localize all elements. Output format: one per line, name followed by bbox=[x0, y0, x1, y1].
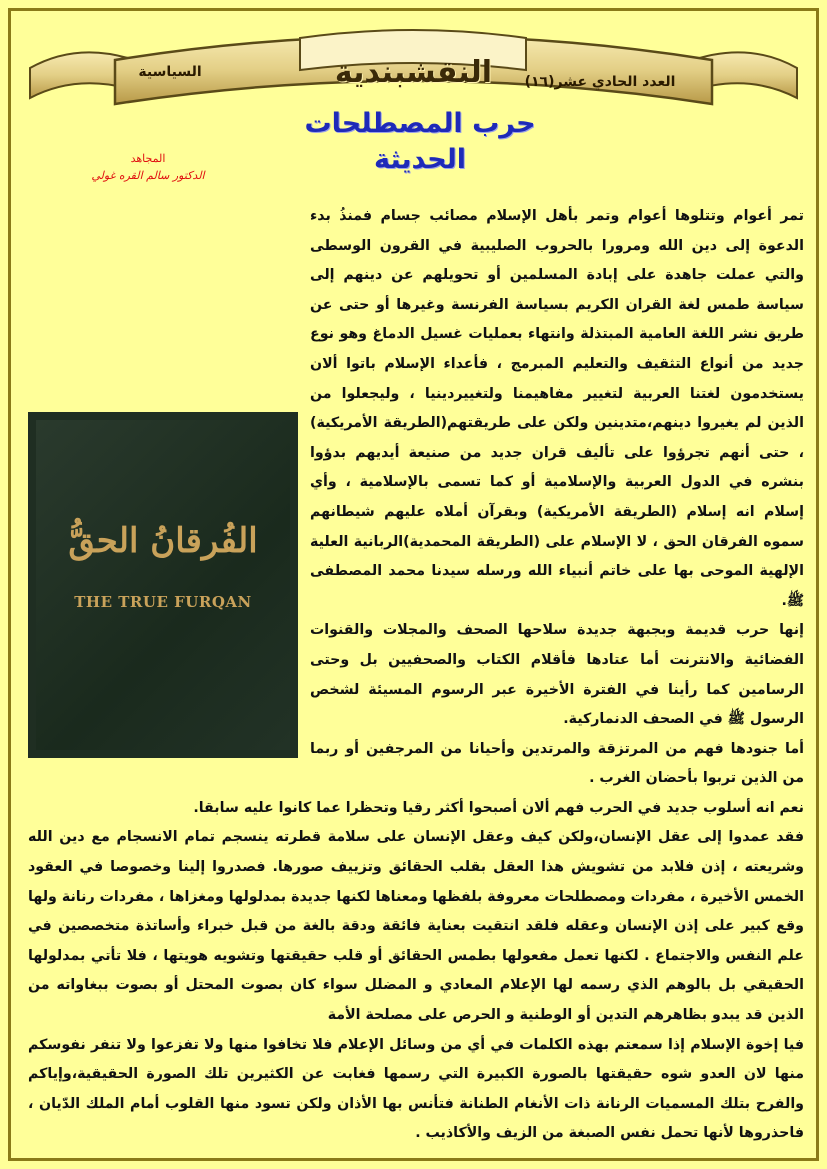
issue-number: العدد الحادي عشر(١٦) bbox=[524, 74, 676, 90]
author-signature: الدكتور سالم القره غولي bbox=[91, 169, 205, 182]
paragraph-5: فقد عمدوا إلى عقل الإنسان،ولكن كيف وعقل الإنسان على سلامة قطرته ينسجم تمام الانسجام مع دين الله وشريعته ، إذن فلابد من تشويش هذا العقل بقلب الحقائق وتزييف صورها. فصدروا إلينا وخصوصا في العقود الخمس الأخيرة ، مفردات ومصطلحات معروفة بلفظها ومعناها لكنها جديدة بمدلولها ومغزاها ، مفردات رنانة ولها وقع كبير على إذن الإنسان وعقله فلقد انتقيت بعناية فائقة ودقة بالغة من قبل خبراء وأساتذة متخصصين في علم النفس والاجتماع . لكنها تعمل مفعولها بطمس الحقائق أو قلب حقيقتها وتشويه هويتها ، فلا تأتي بمدلولها الحقيقي بل بالوهم الذي رسمه لها الإعلام المعادي و المضلل سواء كان بصوت المحتل أو بصوت ببغاواته من الذين قد يبدو بظاهرهم التدين أو الوطنية و الحرص على مصلحة الأمة bbox=[28, 829, 804, 1024]
paragraph-2: إنها حرب قديمة وبجبهة جديدة سلاحها الصحف والمجلات والقنوات الفضائية والانترنت أما عتادها فأقلام الكتاب والصحفيين بل وحتى الرسامين كما رأينا في الفترة الأخيرة عبر الرسوم المسيئة لشخص الرسول ﷺ في الصحف الدنماركية. bbox=[310, 622, 804, 728]
section-name: السياسية bbox=[138, 64, 202, 80]
paragraph-6: فيا إخوة الإسلام إذا سمعتم بهذه الكلمات في أي من وسائل الإعلام فلا تخافوا منها ولا تفزعوا ولا تنفر نفوسكم منها لان العدو شوه حقيقتها بالصورة الكبيرة التي رسمها فغابت عن الكثيرين تلك الصورة الحقيقية،وإياكم والفرح بتلك المسميات الرنانة ذات الأنغام الطنانة فتأنس بها الأذان ولكن تسود منها القلوب أمام الملك الدّيان ، فاحذروها لأنها تحمل نفس الصبغة من الزيف والأكاذيب . bbox=[28, 1036, 804, 1142]
book-title-arabic: الفُرقانُ الحقُّ bbox=[68, 521, 258, 561]
article-body bbox=[28, 202, 804, 1149]
article-title-line-2: الحديثة bbox=[374, 144, 466, 175]
book-title-english: THE TRUE FURQAN bbox=[74, 593, 252, 611]
article-title bbox=[280, 106, 560, 178]
paragraph-1 bbox=[28, 202, 804, 616]
book-cover-image bbox=[28, 412, 298, 758]
author-prefix: المجاهد bbox=[130, 152, 166, 165]
paragraph-4: نعم انه أسلوب جديد في الحرب فهم ألان أصبحوا أكثر رقيا وتحظرا عما كانوا عليه سابقا. bbox=[193, 799, 804, 816]
paragraph-1-text: تمر أعوام وتتلوها أعوام وتمر بأهل الإسلام مصائب جسام فمنذُ بدء الدعوة إلى دين الله ومرورا بالحروب الصليبية في القرون الوسطى والتي عملت جاهدة على إبادة المسلمين أو تحويلهم عن دينهم إلى سياسة طمس لغة القران الكريم بسياسة الفرنسة وغيرها أو حتى عن طريق نشر اللغة العامية المبتذلة وانتهاء بعمليات غسيل الدماغ وهو نوع جديد من أنواع التثقيف والتعليم المبرمج ، فأعداء الإسلام باتوا ألان يستخدمون لغتنا العربية لتغيير مفاهيمنا ولتغييردينيا ، وليجعلوا من الذين لم يغيروا دينهم،متدينين ولكن على طريقتهم(الطريقة الأمريكية) ، حتى أنهم تجرؤوا على تأليف قران جديد من صنيعة أيديهم بدؤوا بنشره في الدول العربية والإسلامية أو كما تسمى بالإسلامية ، وأي إسلام انه إسلام (الطريقة الأمريكية) وبقرآن أملاه عليهم شيطانهم سموه الفرقان الحق ، لا الإسلام على (الطريقة المحمدية)الربانية العلية الإلهية الموحى بها على خاتم أنبياء الله ورسله سيدنا محمد المصطفى ﷺ. bbox=[310, 208, 804, 609]
magazine-title: النقشبندية bbox=[334, 55, 493, 90]
author-byline bbox=[88, 150, 208, 184]
paragraph-3: أما جنودها فهم من المرتزقة والمرتدين وأحيانا من المرجفين أو ربما من الذين تربوا بأحضان الغرب . bbox=[310, 740, 804, 787]
article-title-line-1: حرب المصطلحات bbox=[304, 108, 536, 139]
